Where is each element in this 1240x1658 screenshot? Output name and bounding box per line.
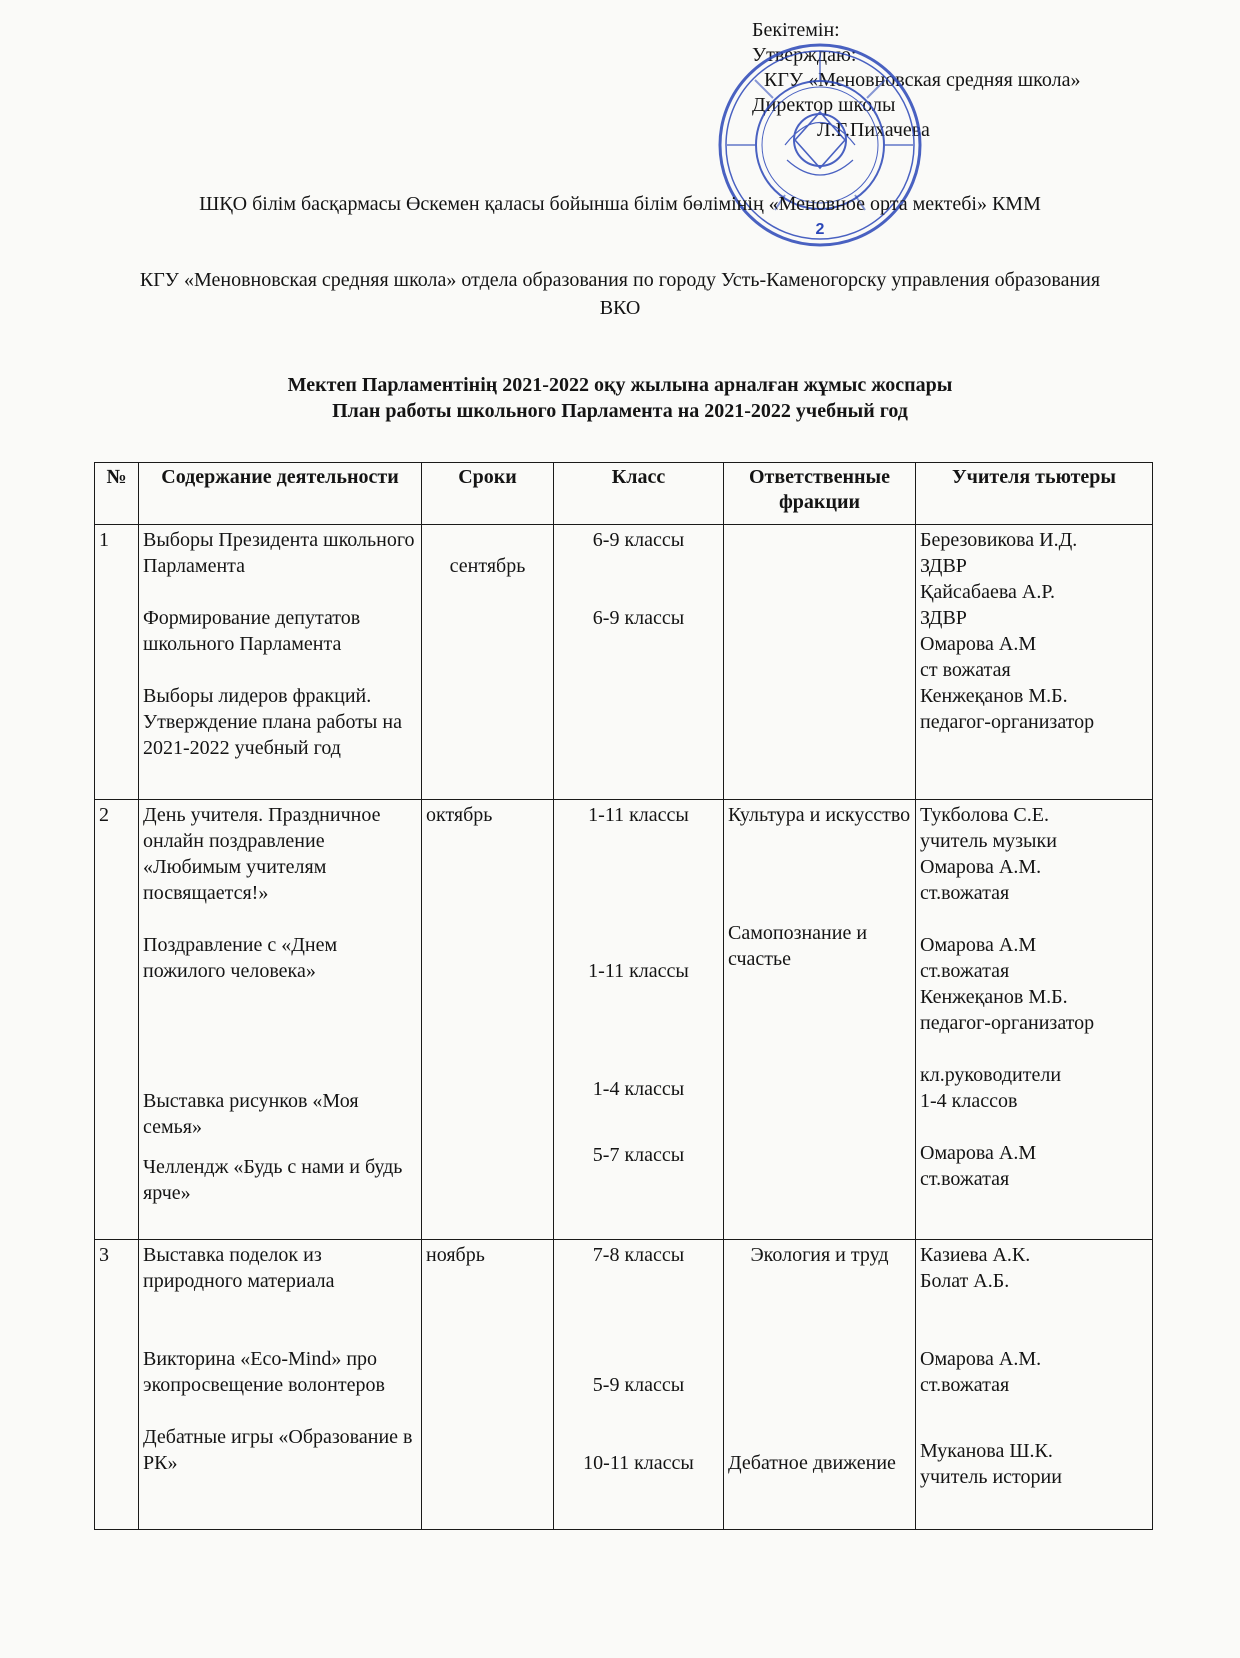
activity: Выборы Президента школьного Парламента [143,529,415,577]
table-header-row [95,463,1153,525]
table-row [95,800,1153,1240]
row-number: 1 [95,525,139,800]
header-term: Сроки [422,463,554,525]
tutor: Болат А.Б. [920,1270,1010,1292]
row-classes [554,525,724,800]
row-tutors [916,800,1153,1240]
tutor: ЗДВР [920,607,967,629]
tutor: ЗДВР [920,555,967,577]
header-number: № [95,463,139,525]
class: 5-7 классы [592,1144,685,1166]
tutor: Тукболова С.Е. [920,804,1049,826]
tutor: кл.руководители [920,1064,1062,1086]
class: 5-9 классы [592,1374,685,1396]
row-activities [139,800,422,1240]
activity: Формирование депутатов школьного Парламента [143,607,361,655]
approval-school: КГУ «Меновновская средняя школа» [764,69,1081,91]
approval-ru: Утверждаю: [752,44,857,66]
activity: Выборы лидеров фракций. Утверждение плана работы на 2021-2022 учебный год [143,685,402,759]
tutor: 1-4 классов [920,1090,1018,1112]
row-classes [554,1240,724,1530]
class: 6-9 классы [592,529,685,551]
activity: Дебатные игры «Образование в РК» [143,1426,413,1474]
class: 1-4 классы [592,1078,685,1100]
activity: День учителя. Праздничное онлайн поздравление «Любимым учителям посвящается!» [143,804,381,904]
tutor: ст.вожатая [920,882,1010,904]
row-number: 2 [95,800,139,1240]
tutor: ст.вожатая [920,1168,1010,1190]
activity: Выставка рисунков «Моя семья» [143,1090,359,1138]
class: 1-11 классы [588,804,689,826]
header-tutors: Учителя тьютеры [916,463,1153,525]
table-row [95,525,1153,800]
tutor: Омарова А.М [920,1142,1037,1164]
tutor: Омарова А.М. [920,1348,1042,1370]
approval-signature-name: Л.Г.Пихачева [817,119,930,141]
org-name-kz: ШҚО білім басқармасы Өскемен қаласы бойынша білім бөлімінің «Меновное орта мектебі» КММ [199,193,1041,215]
school-seal-stamp [715,40,925,250]
tutor: Казиева А.К. [920,1244,1031,1266]
tutor: Кенжеқанов М.Б. [920,986,1068,1008]
class: 1-11 классы [588,960,689,982]
header-factions: Ответственные фракции [724,463,916,525]
tutor: Омарова А.М [920,934,1037,956]
header-activity: Содержание деятельности [139,463,422,525]
term: сентябрь [449,555,526,577]
activity: Выставка поделок из природного материала [143,1244,335,1292]
class: 10-11 классы [583,1452,694,1474]
activity: Поздравление с «Днем пожилого человека» [143,934,338,982]
faction: Дебатное движение [728,1452,896,1474]
tutor: Омарова А.М [920,633,1037,655]
tutor: Қайсабаева А.Р. [920,581,1055,603]
row-term: октябрь [422,800,554,1240]
tutor: Березовикова И.Д. [920,529,1078,551]
approval-kz: Бекітемін: [752,19,840,41]
tutor: ст вожатая [920,659,1011,681]
tutor: учитель музыки [920,830,1057,852]
table-row [95,1240,1153,1530]
header-class: Класс [554,463,724,525]
row-factions [724,525,916,800]
row-term: ноябрь [422,1240,554,1530]
plan-table [94,462,1153,1530]
row-number: 3 [95,1240,139,1530]
faction: Экология и труд [750,1244,889,1266]
row-activities [139,525,422,800]
org-name-ru: КГУ «Меновновская средняя школа» отдела образования по городу Усть-Каменогорску управления образования ВКО [139,269,1101,319]
class: 7-8 классы [592,1244,685,1266]
row-classes [554,800,724,1240]
tutor: педагог-организатор [920,711,1095,733]
faction: Самопознание и счастье [728,922,868,970]
tutor: педагог-организатор [920,1012,1095,1034]
class: 6-9 классы [592,607,685,629]
title-kz: Мектеп Парламентінің 2021-2022 оқу жылына арналған жұмыс жоспары [287,374,953,396]
tutor: ст.вожатая [920,960,1010,982]
title-ru: План работы школьного Парламента на 2021-2022 учебный год [332,400,908,422]
row-tutors [916,525,1153,800]
seal-number: 2 [815,221,825,238]
row-factions [724,1240,916,1530]
tutor: Кенжеқанов М.Б. [920,685,1068,707]
tutor: Муканова Ш.К. [920,1440,1053,1462]
tutor: ст.вожатая [920,1374,1010,1396]
approval-position: Директор школы [752,94,896,116]
faction: Культура и искусство [728,804,911,826]
tutor: Омарова А.М. [920,856,1042,878]
activity: Викторина «Eco-Mind» про экопросвещение волонтеров [143,1348,385,1396]
tutor: учитель истории [920,1466,1062,1488]
row-tutors [916,1240,1153,1530]
row-activities [139,1240,422,1530]
activity: Челлендж «Будь с нами и будь ярче» [143,1156,403,1204]
row-factions [724,800,916,1240]
row-term [422,525,554,800]
document-title [120,372,1120,424]
